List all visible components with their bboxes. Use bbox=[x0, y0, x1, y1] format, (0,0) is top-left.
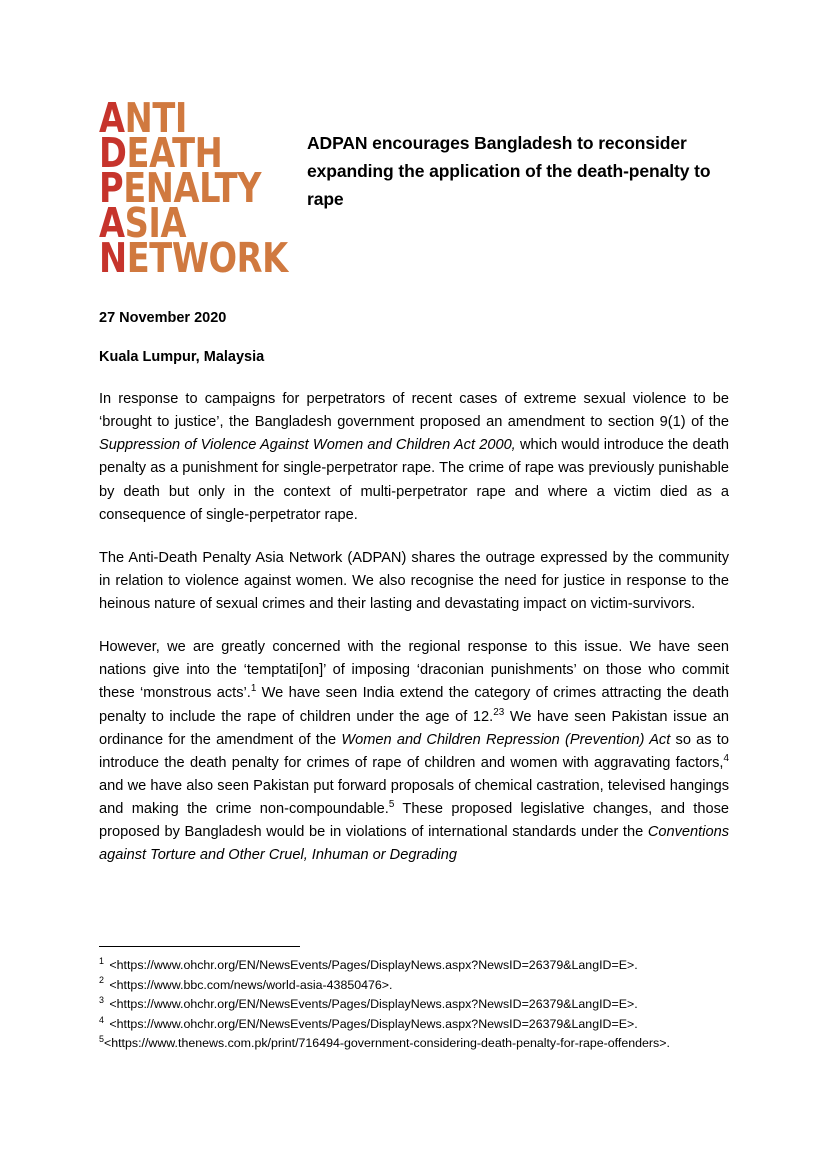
logo-letter-n: N bbox=[99, 234, 127, 283]
logo-text-enalty: ENALTY bbox=[123, 164, 262, 213]
footnote-url[interactable]: <https://www.ohchr.org/EN/NewsEvents/Pages/DisplayNews.aspx?NewsID=26379&LangID=E>. bbox=[105, 958, 638, 972]
footnote-ref-5[interactable]: 5 bbox=[388, 799, 395, 811]
footnote-item bbox=[99, 1035, 744, 1053]
logo-text-eath: EATH bbox=[126, 129, 223, 178]
footnote-marker: 3 bbox=[99, 995, 104, 1006]
document-location: Kuala Lumpur, Malaysia bbox=[99, 349, 265, 365]
p1-italic-statute: Suppression of Violence Against Women and Children Act 2000, bbox=[99, 437, 516, 454]
footnote-url[interactable]: <https://www.thenews.com.pk/print/716494-government-considering-death-penalty-for-rape-offenders>. bbox=[103, 1036, 670, 1051]
paragraph-1 bbox=[99, 388, 729, 527]
logo-letter-a1: A bbox=[99, 94, 125, 142]
document-body bbox=[99, 388, 729, 867]
logo-text-nti: NTI bbox=[124, 94, 187, 142]
footnote-marker: 2 bbox=[99, 975, 104, 986]
p2-text: The Anti-Death Penalty Asia Network (ADPAN) shares the outrage expressed by the community in relation to violence against women. We also recognise the need for justice in response to the heinous nature of sexual crimes and their lasting and devastating impact on victim-survivors. bbox=[99, 549, 729, 612]
footnote-item bbox=[99, 957, 744, 975]
footnote-marker: 4 bbox=[99, 1014, 104, 1025]
logo-row-network bbox=[99, 234, 288, 283]
document-date-block bbox=[99, 308, 728, 330]
p3-italic-act: Women and Children Repression (Prevention) Act bbox=[341, 731, 671, 748]
document-header bbox=[99, 94, 728, 283]
footnote-item bbox=[99, 996, 744, 1014]
footnote-marker: 1 bbox=[99, 955, 104, 966]
p3-text-a: However, we are greatly concerned with the regional response to this issue. We have seen nations give into the ‘temptati[on]’ of imposing ‘draconian punishments’ on those who commit these ‘monstrous acts’. bbox=[99, 639, 729, 702]
p1-text-b: which would introduce the death penalty as a punishment for single-perpetrator rape. The crime of rape was previously punishable by death but only in the context of multi-perpetrator rape and where a victim died as a consequence of single-perpetrator rape. bbox=[99, 437, 729, 523]
logo-text-etwork: ETWORK bbox=[126, 234, 288, 283]
logo-letter-d: D bbox=[99, 129, 127, 178]
document-location-block bbox=[99, 347, 728, 369]
logo-letter-p: P bbox=[99, 164, 124, 213]
footnote-url[interactable]: <https://www.ohchr.org/EN/NewsEvents/Pages/DisplayNews.aspx?NewsID=26379&LangID=E>. bbox=[105, 997, 638, 1012]
footnote-item bbox=[99, 977, 744, 995]
footnote-url[interactable]: <https://www.ohchr.org/EN/NewsEvents/Pages/DisplayNews.aspx?NewsID=26379&LangID=E>. bbox=[105, 1016, 638, 1031]
footnote-item bbox=[99, 1016, 744, 1034]
p3-text-e: and we have also seen Pakistan put forward proposals of chemical castration, televised hangings and making the crime non-compoundable. bbox=[99, 777, 729, 817]
p1-text-a: In response to campaigns for perpetrators of recent cases of extreme sexual violence to be ‘brought to justice’, the Bangladesh government proposed an amendment to section 9(1) of the bbox=[99, 391, 729, 431]
footnote-separator bbox=[99, 946, 300, 947]
footnote-marker: 5 bbox=[99, 1034, 104, 1045]
footnote-ref-23[interactable]: 23 bbox=[493, 706, 505, 718]
p3-text-d: so as to introduce the death penalty for crimes of rape of children and women with aggravating factors, bbox=[99, 731, 729, 771]
footnote-ref-4[interactable]: 4 bbox=[723, 752, 729, 764]
footnote-ref-1[interactable]: 1 bbox=[250, 683, 257, 695]
adpan-logo bbox=[99, 94, 288, 283]
page-title: ADPAN encourages Bangladesh to reconsider expanding the application of the death-penalty to rape bbox=[307, 132, 711, 210]
logo-letter-a2: A bbox=[99, 199, 125, 248]
footnotes-section bbox=[99, 946, 744, 1055]
p3-text-b: We have seen India extend the category of crimes attracting the death penalty to include the rape of children under the age of 12. bbox=[99, 685, 729, 725]
p3-text-c: We have seen Pakistan issue an ordinance for the amendment of the bbox=[99, 708, 729, 748]
document-date: 27 November 2020 bbox=[99, 310, 227, 326]
paragraph-3 bbox=[99, 636, 729, 867]
logo-text-sia: SIA bbox=[124, 199, 187, 248]
paragraph-2 bbox=[99, 547, 729, 616]
p3-italic-conventions: Conventions against Torture and Other Cruel, Inhuman or Degrading bbox=[99, 824, 729, 864]
p3-text-f: These proposed legislative changes, and those proposed by Bangladesh would be in violations of international standards under the bbox=[99, 801, 729, 841]
footnote-url[interactable]: <https://www.bbc.com/news/world-asia-43850476>. bbox=[105, 977, 393, 992]
footnote-list bbox=[99, 957, 744, 1053]
